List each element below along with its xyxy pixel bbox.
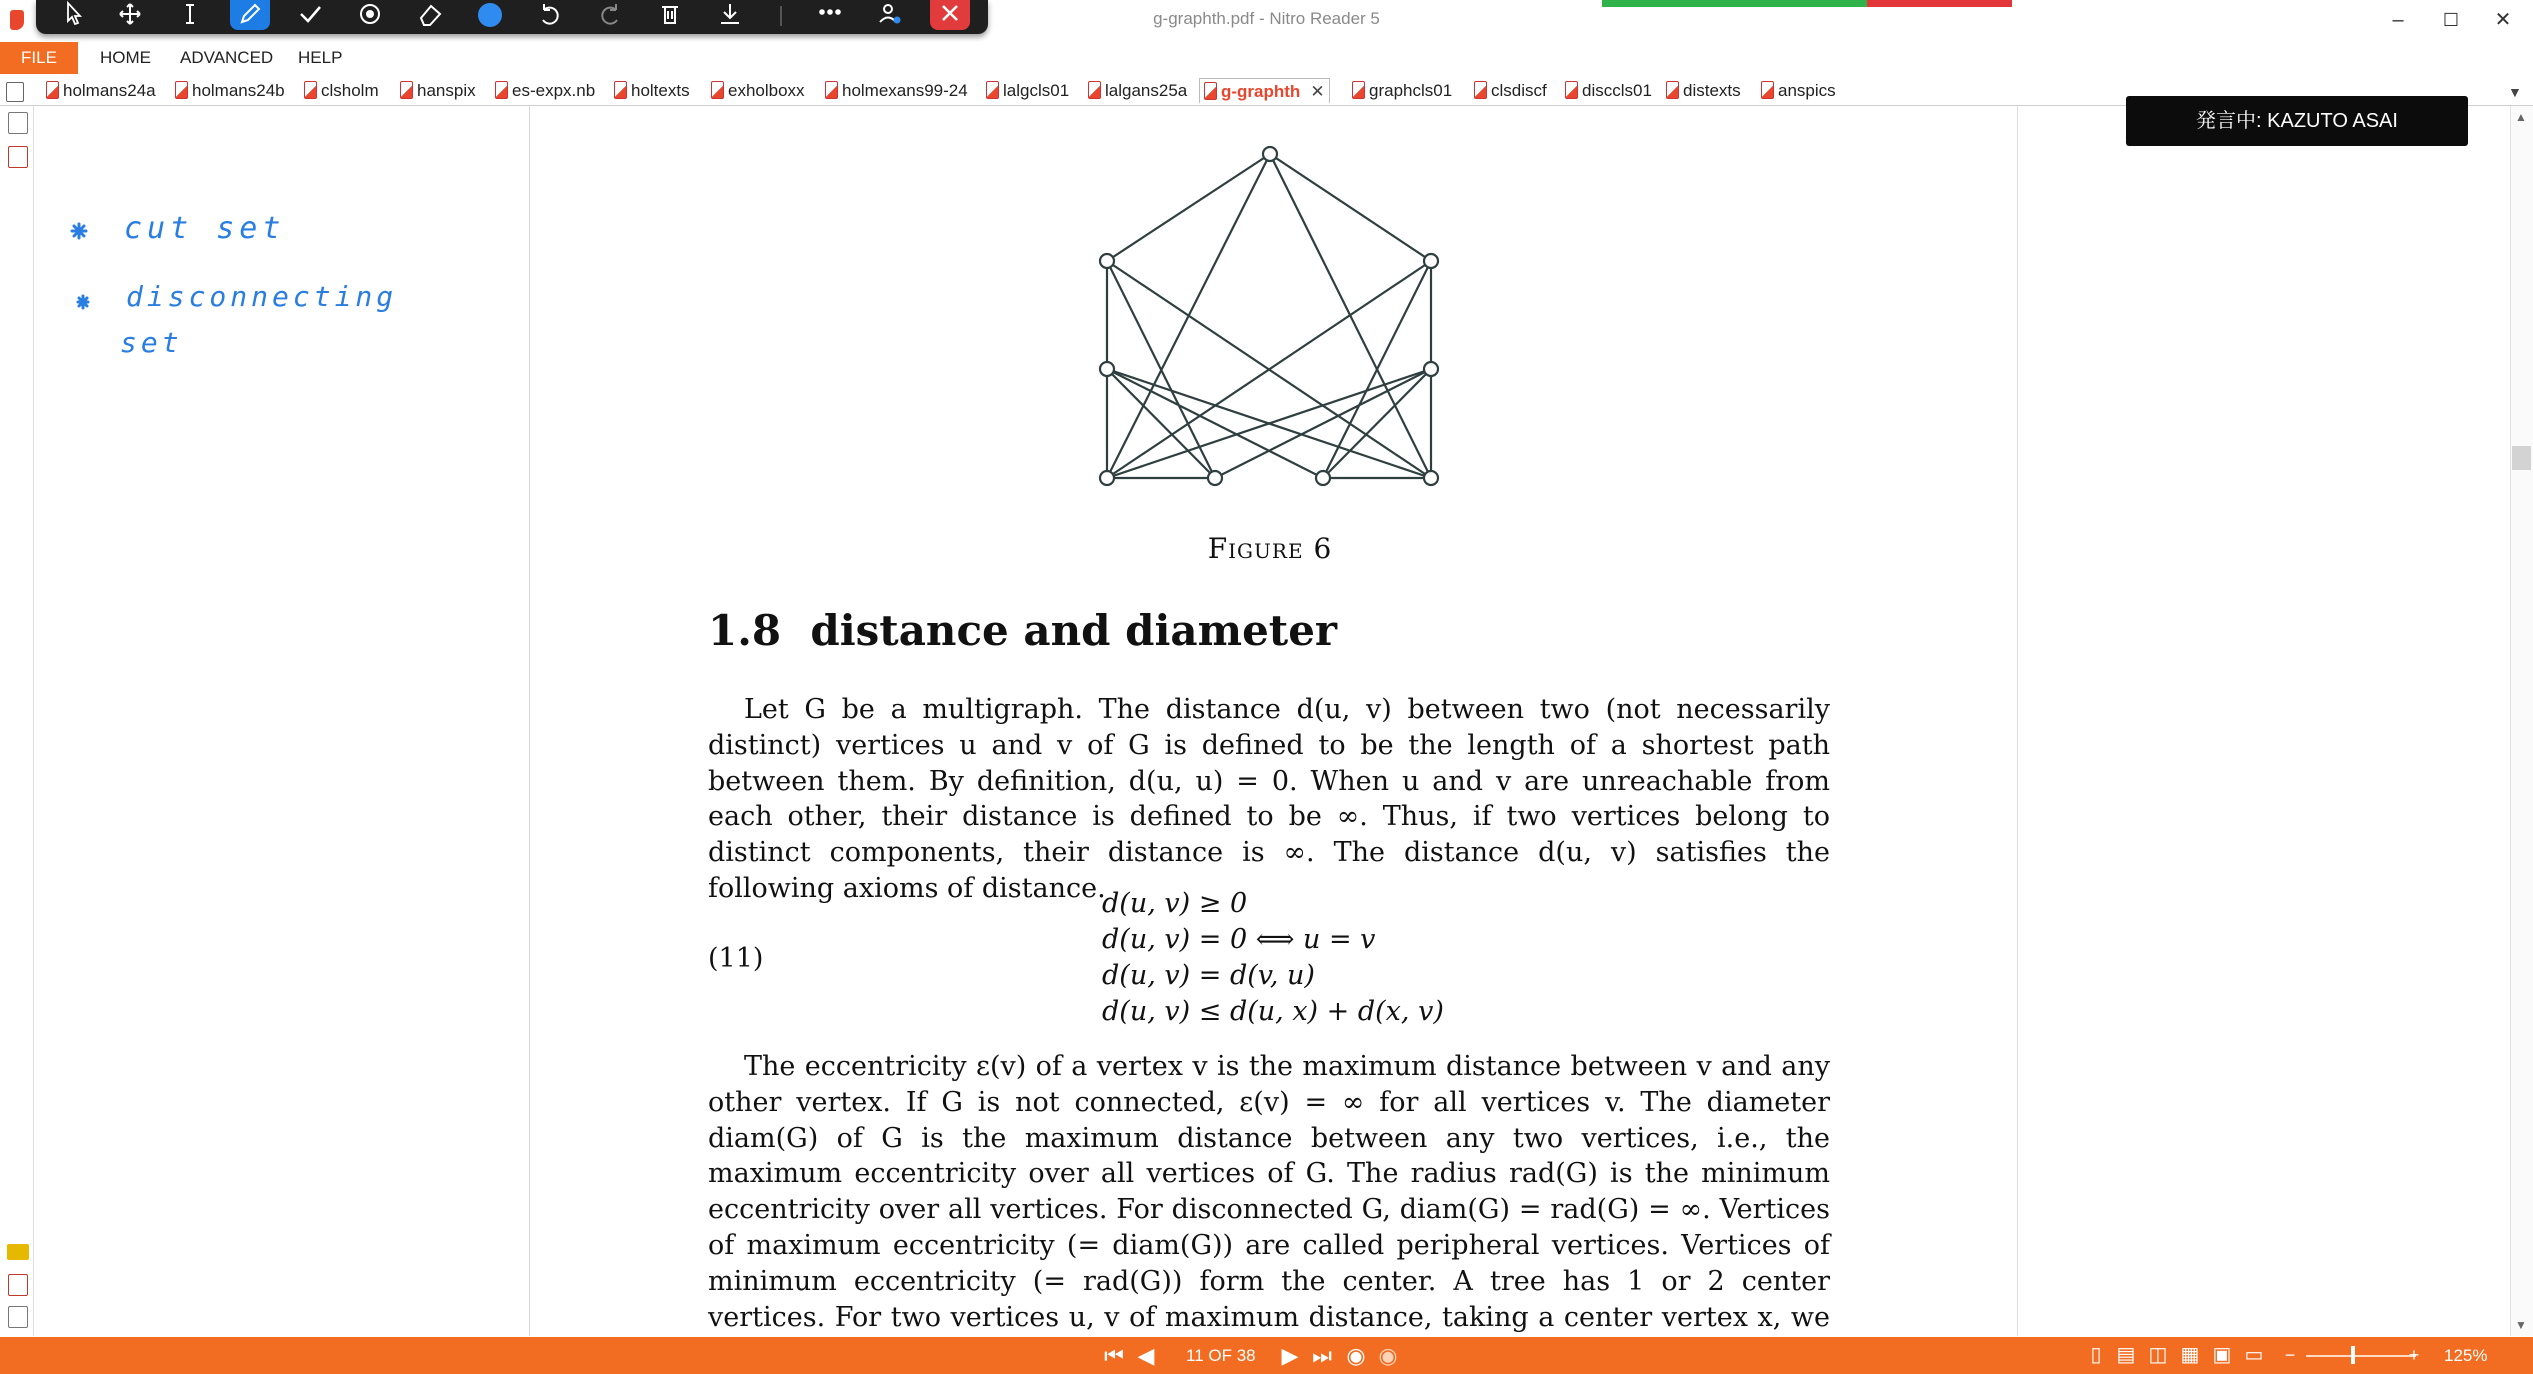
pdf-file-icon bbox=[1204, 82, 1217, 100]
pdf-file-icon bbox=[1666, 81, 1679, 99]
tab-holmans24b[interactable]: holmans24b bbox=[175, 78, 285, 104]
zoom-slider[interactable] bbox=[2306, 1355, 2416, 1357]
attachments-icon[interactable] bbox=[8, 1274, 28, 1296]
note-line-disconnecting: disconnecting bbox=[126, 280, 398, 313]
handwritten-notes-panel bbox=[34, 106, 530, 1336]
page-margin bbox=[2018, 106, 2510, 1336]
graph-edge bbox=[1215, 369, 1431, 478]
pdf-file-icon bbox=[1761, 81, 1774, 99]
graph-vertex bbox=[1100, 254, 1114, 268]
checkmark-tool-icon[interactable] bbox=[290, 0, 330, 30]
pdf-file-icon bbox=[1474, 81, 1487, 99]
graph-vertex bbox=[1100, 362, 1114, 376]
go-back-icon[interactable]: ◉ bbox=[1346, 1343, 1366, 1368]
facing-continuous-view-icon[interactable]: ▦ bbox=[2180, 1344, 2200, 1366]
menu-help[interactable]: HELP bbox=[298, 48, 343, 67]
graph-edge bbox=[1107, 369, 1215, 478]
tab-graphcls01[interactable]: graphcls01 bbox=[1352, 78, 1452, 104]
section-heading bbox=[708, 606, 1337, 655]
annotation-toolbar bbox=[36, 0, 988, 34]
tab-list-icon[interactable] bbox=[6, 82, 24, 102]
section-title: distance and diameter bbox=[810, 606, 1338, 655]
recording-remaining-bar bbox=[1867, 0, 2012, 7]
graph-vertex bbox=[1424, 254, 1438, 268]
graph-vertex bbox=[1100, 471, 1114, 485]
pdf-file-icon bbox=[304, 81, 317, 99]
output-icon[interactable] bbox=[8, 1306, 28, 1328]
fit-width-icon[interactable]: ▭ bbox=[2244, 1344, 2264, 1366]
pdf-file-icon bbox=[1352, 81, 1365, 99]
facing-view-icon[interactable]: ◫ bbox=[2148, 1344, 2168, 1366]
graph-vertex bbox=[1424, 362, 1438, 376]
graph-edge bbox=[1107, 369, 1323, 478]
graph-edges bbox=[1107, 154, 1431, 478]
paragraph-eccentricity: The eccentricity ε(v) of a vertex v is the maximum distance between v and any other vertex. If G is not connected, ε(v) = ∞ for all vertices v. The diameter diam(G) of G is the maximum distance between any two vertices, i.e., the maximum eccentricity over all vertices of G. The radius rad(G) is the minimum eccentricity over all vertices. For disconnected G, diam(G) = rad(G) = ∞. Vertices of maximum eccentricity (= diam(G)) are called peripheral vertices. Vertices of minimum eccentricity (= rad(G)) form the center. A tree has 1 or 2 center vertices. For two vertices u, v of maximum distance, taking a center vertex x, we bbox=[708, 1051, 1830, 1333]
graph-vertex bbox=[1208, 471, 1222, 485]
handwritten-bullet-icon bbox=[72, 224, 88, 308]
tab-lalgans25a[interactable]: lalgans25a bbox=[1088, 78, 1187, 104]
close-toolbar-icon[interactable] bbox=[930, 0, 970, 30]
scroll-down-icon[interactable]: ▼ bbox=[2515, 1318, 2527, 1332]
pen-tool-icon[interactable] bbox=[230, 0, 270, 30]
eraser-tool-icon[interactable] bbox=[410, 0, 450, 30]
tab-clsdiscf[interactable]: clsdiscf bbox=[1474, 78, 1547, 104]
graph-vertex bbox=[1263, 147, 1277, 161]
pdf-file-icon bbox=[495, 81, 508, 99]
pdf-file-icon bbox=[46, 81, 59, 99]
continuous-view-icon[interactable]: ▤ bbox=[2116, 1344, 2136, 1366]
tab-g-graphth[interactable]: g-graphth ✕ bbox=[1199, 78, 1330, 104]
tab-holmexans99-24[interactable]: holmexans99-24 bbox=[825, 78, 968, 104]
pdf-file-icon bbox=[400, 81, 413, 99]
single-page-view-icon[interactable]: ▯ bbox=[2090, 1344, 2102, 1366]
comments-icon[interactable] bbox=[7, 1244, 29, 1260]
graph-edge bbox=[1323, 369, 1431, 478]
menu-bar bbox=[0, 42, 2533, 74]
tab-clsholm[interactable]: clsholm bbox=[304, 78, 379, 104]
pages-panel-icon[interactable] bbox=[8, 112, 28, 134]
tab-es-expx[interactable]: es-expx.nb bbox=[495, 78, 595, 104]
graph-figure bbox=[1080, 140, 1460, 490]
recording-progress-bar bbox=[1602, 0, 1867, 7]
minimize-button[interactable]: – bbox=[2392, 9, 2404, 31]
graph-vertex bbox=[1316, 471, 1330, 485]
text-select-tool-icon[interactable] bbox=[170, 0, 210, 30]
tab-holtexts[interactable]: holtexts bbox=[614, 78, 690, 104]
pdf-file-icon bbox=[614, 81, 627, 99]
pdf-file-icon bbox=[711, 81, 724, 99]
menu-home[interactable]: HOME bbox=[100, 48, 151, 67]
tab-disccls01[interactable]: disccls01 bbox=[1565, 78, 1652, 104]
equation-number: (11) bbox=[708, 943, 764, 974]
pen-color-icon[interactable] bbox=[478, 3, 502, 27]
tab-holmans24a[interactable]: holmans24a bbox=[46, 78, 156, 104]
highlighter-tool-icon[interactable] bbox=[350, 0, 390, 30]
close-tab-icon[interactable]: ✕ bbox=[1310, 82, 1325, 101]
more-options-icon[interactable] bbox=[810, 0, 850, 30]
speaker-indicator: 発言中: KAZUTO ASAI bbox=[2126, 96, 2468, 146]
redo-icon[interactable] bbox=[590, 0, 630, 30]
zoom-in-icon[interactable]: + bbox=[2408, 1345, 2420, 1365]
tab-anspics[interactable]: anspics bbox=[1761, 78, 1836, 104]
bookmarks-icon[interactable] bbox=[8, 146, 28, 168]
maximize-button[interactable]: ☐ bbox=[2442, 10, 2460, 30]
zoom-out-icon[interactable]: − bbox=[2284, 1345, 2296, 1365]
graph-edge bbox=[1270, 154, 1431, 261]
fit-page-icon[interactable]: ▣ bbox=[2212, 1344, 2232, 1366]
scroll-up-icon[interactable]: ▲ bbox=[2515, 110, 2527, 124]
equation-line: d(u, v) ≥ 0 bbox=[1102, 888, 1248, 919]
tab-lalgcls01[interactable]: lalgcls01 bbox=[986, 78, 1069, 104]
close-window-button[interactable]: ✕ bbox=[2494, 9, 2512, 31]
equation-line: d(u, v) = d(v, u) bbox=[1102, 960, 1315, 991]
figure-caption: Figure 6 bbox=[1207, 532, 1333, 565]
user-settings-icon[interactable] bbox=[870, 0, 910, 30]
note-line-cut-set: cut set bbox=[124, 211, 286, 246]
next-page-icon[interactable]: ▶ bbox=[1281, 1343, 1299, 1368]
zoom-slider-thumb[interactable] bbox=[2351, 1346, 2355, 1364]
window-title: g-graphth.pdf - Nitro Reader 5 bbox=[1153, 9, 1380, 28]
move-tool-icon[interactable] bbox=[110, 0, 150, 30]
tab-distexts[interactable]: distexts bbox=[1666, 78, 1741, 104]
pdf-file-icon bbox=[175, 81, 188, 99]
vertical-scrollbar[interactable] bbox=[2510, 106, 2533, 1336]
scrollbar-thumb[interactable] bbox=[2512, 446, 2531, 470]
pdf-file-icon bbox=[1088, 81, 1101, 99]
page-indicator[interactable]: 11 OF 38 bbox=[1186, 1346, 1256, 1365]
undo-icon[interactable] bbox=[530, 0, 570, 30]
pdf-file-icon bbox=[986, 81, 999, 99]
pdf-file-icon bbox=[825, 81, 838, 99]
zoom-level[interactable]: 125% bbox=[2444, 1346, 2488, 1365]
note-line-set: set bbox=[120, 326, 183, 359]
equation-line: d(u, v) ≤ d(u, x) + d(x, v) bbox=[1102, 996, 1444, 1027]
menu-file[interactable]: FILE bbox=[0, 42, 78, 74]
equation-line: d(u, v) = 0 ⟺ u = v bbox=[1102, 924, 1376, 955]
pointer-tool-icon[interactable] bbox=[54, 0, 94, 30]
left-rail bbox=[0, 106, 34, 1336]
pdf-file-icon bbox=[1565, 81, 1578, 99]
paragraph-distance-definition: Let G be a multigraph. The distance d(u, v) between two (not necessarily distinct) vertices u and v of G is defined to be the length of a shortest path between them. By definition, d(u, u) = 0. When u and v are unreachable from each other, their distance is defined to be ∞. Thus, if two vertices belong to distinct components, their distance is ∞. The distance d(u, v) satisfies the following axioms of distance. bbox=[708, 694, 1830, 904]
tab-exholboxx[interactable]: exholboxx bbox=[711, 78, 805, 104]
go-forward-icon[interactable]: ◉ bbox=[1378, 1343, 1398, 1368]
download-icon[interactable] bbox=[710, 0, 750, 30]
graph-vertex bbox=[1424, 471, 1438, 485]
trash-icon[interactable] bbox=[650, 0, 690, 30]
tab-hanspix[interactable]: hanspix bbox=[400, 78, 476, 104]
menu-advanced[interactable]: ADVANCED bbox=[180, 48, 274, 67]
previous-page-icon[interactable]: ◀ bbox=[1137, 1343, 1155, 1368]
toolbar-divider bbox=[780, 6, 782, 26]
graph-edge bbox=[1107, 154, 1270, 261]
section-number: 1.8 bbox=[708, 606, 782, 655]
first-page-icon[interactable]: ⏮ bbox=[1104, 1343, 1124, 1368]
tab-overflow-chevron-icon[interactable]: ▼ bbox=[2508, 84, 2522, 100]
last-page-icon[interactable]: ⏭ bbox=[1312, 1343, 1332, 1368]
